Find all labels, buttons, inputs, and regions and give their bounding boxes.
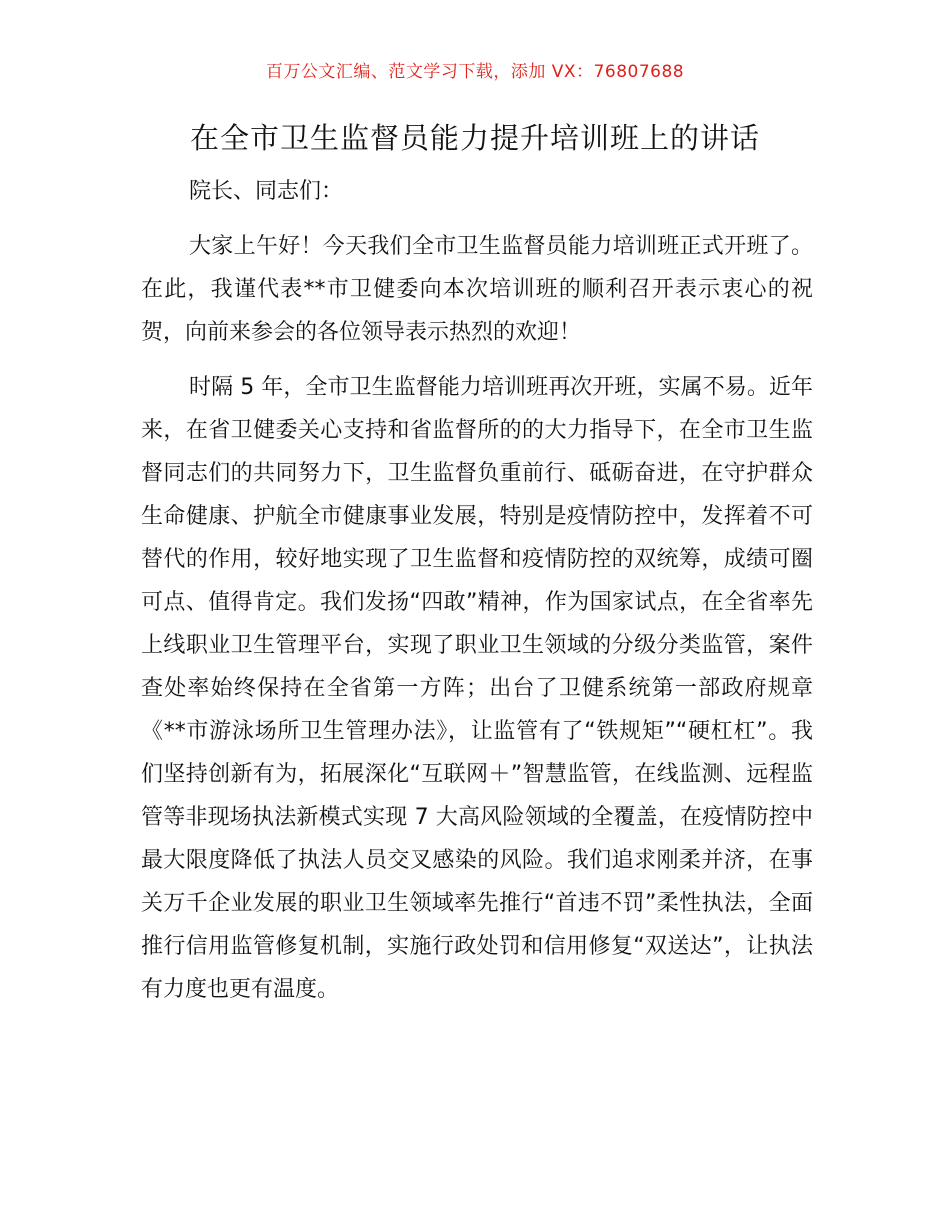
document-body [141,170,813,1023]
paragraph-achievements: 时隔 5 年，全市卫生监督能力培训班再次开班，实属不易。近年来，在省卫健委关心支持和省监督所的的大力指导下，在全市卫生监督同志们的共同努力下，卫生监督负重前行、砥砺奋进，在守护群众生命健康、护航全市健康事业发展，特别是疫情防控中，发挥着不可替代的作用，较好地实现了卫生监督和疫情防控的双统筹，成绩可圈可点、值得肯定。我们发扬“四敢”精神，作为国家试点，在全省率先上线职业卫生管理平台，实现了职业卫生领域的分级分类监管，案件查处率始终保持在全省第一方阵；出台了卫健系统第一部政府规章《**市游泳场所卫生管理办法》，让监管有了“铁规矩”“硬杠杠”。我们坚持创新有为，拓展深化“互联网＋”智慧监管，在线监测、远程监管等非现场执法新模式实现 7 大高风险领域的全覆盖，在疫情防控中最大限度降低了执法人员交叉感染的风险。我们追求刚柔并济，在事关万千企业发展的职业卫生领域率先推行“首违不罚”柔性执法，全面推行信用监管修复机制，实施行政处罚和信用修复“双送达”，让执法有力度也更有温度。 [141,375,813,1002]
document-title: 在全市卫生监督员能力提升培训班上的讲话 [189,121,760,155]
salutation: 院长、同志们： [189,179,344,204]
paragraph-opening: 大家上午好！今天我们全市卫生监督员能力培训班正式开班了。在此，我谨代表**市卫健委向本次培训班的顺利召开表示衷心的祝贺，向前来参会的各位领导表示热烈的欢迎！ [141,234,813,345]
promo-banner: 百万公文汇编、范文学习下载，添加 VX：76807688 [265,62,685,82]
